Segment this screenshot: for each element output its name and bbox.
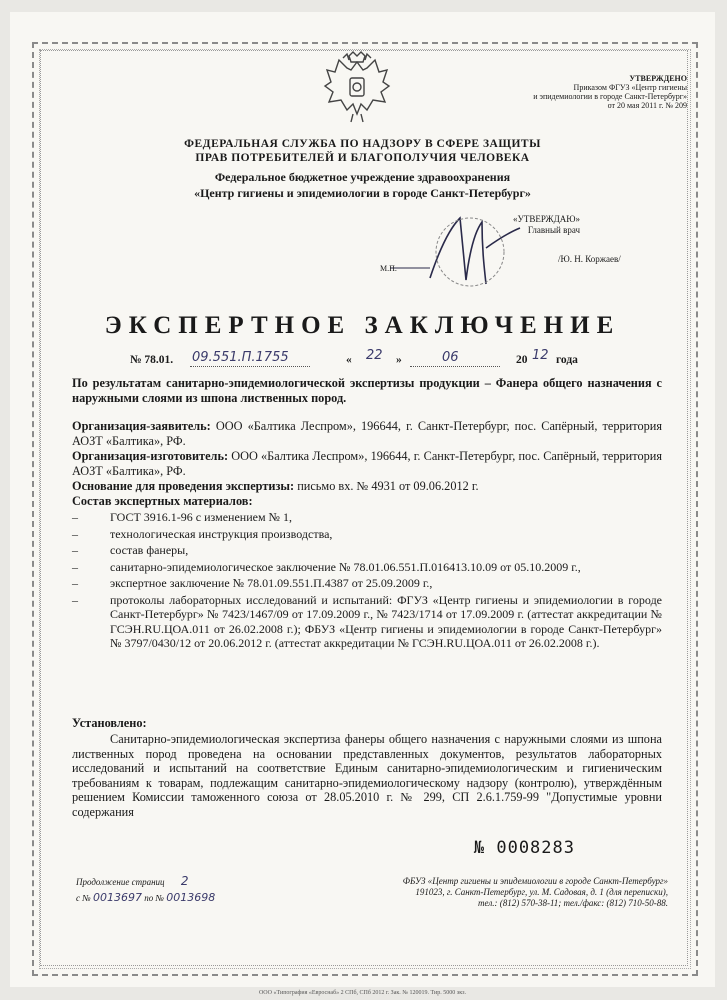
continued-pages-handwritten: 2 (180, 874, 189, 888)
approval-heading: УТВЕРЖДЕНО (629, 74, 687, 83)
approval-note (507, 74, 687, 110)
basis-block (72, 479, 662, 494)
manufacturer-value: ООО «Балтика Леспром», 196644, г. Санкт-Петербург, пос. Сапёрный, территория АОЗТ «Балтика», РФ. (72, 449, 662, 478)
agency-line-2: ПРАВ ПОТРЕБИТЕЛЕЙ И БЛАГОПОЛУЧИЯ ЧЕЛОВЕКА (195, 152, 530, 164)
applicant-label: Организация-заявитель: (72, 419, 211, 433)
approve-label: «УТВЕРЖДАЮ» (512, 214, 580, 224)
basis-label: Основание для проведения экспертизы: (72, 479, 295, 493)
applicant-value: ООО «Балтика Леспром», 196644, г. Санкт-Петербург, пос. Сапёрный, территория АОЗТ «Балтика», РФ. (72, 419, 663, 448)
number-underline (190, 366, 310, 367)
materials-label: Состав экспертных материалов: (72, 494, 253, 508)
month-underline (410, 366, 500, 367)
materials-list (72, 510, 662, 651)
list-item: – экспертное заключение № 78.01.09.551.П.4387 от 25.09.2009 г., (72, 576, 433, 590)
document-sheet (10, 12, 715, 996)
institution-line-1: Федеральное бюджетное учреждение здравоохранения (214, 170, 511, 184)
institution-line-2: «Центр гигиены и эпидемиологии в городе Санкт-Петербург» (194, 186, 531, 200)
manufacturer-label: Организация-изготовитель: (72, 449, 229, 463)
address-line-3: тел.: (812) 570-38-11; тел./факс: (812) 710-50-88. (478, 898, 668, 908)
list-item: – протоколы лабораторных исследований и испытаний: ФГУЗ «Центр гигиены и эпидемиологии в городе Санкт-Петербург» № 7423/1467/09 от 17.09.2009 г., № 7423/1714 от 17.09.2009 г. (аттестат аккредитации № ГСЭН.RU.ЦОА.011 от 26.02.2008 г.); ФБУЗ «Центр гигиены и эпидемиологии в городе Санкт-Петербург» № 3797/0430/12 от 20.06.2012 г. (аттестат аккредитации № ГСЭН.RU.ЦОА.011 от 26.02.2008 г.). (72, 592, 662, 650)
address-line-1: ФБУЗ «Центр гигиены и эпидемиологии в городе Санкт-Петербург» (402, 876, 668, 886)
approval-line-3: от 20 мая 2011 г. № 209 (607, 101, 687, 110)
from-label: с № (76, 893, 91, 903)
printer-imprint: ООО «Типография «Евроснаб» 2 СПб, СПб 2012 г. Зак. № 120019. Тир. 5000 экз. (258, 990, 467, 996)
number-handwritten: 09.551.П.1755 (192, 350, 289, 365)
agency-line-1: ФЕДЕРАЛЬНАЯ СЛУЖБА ПО НАДЗОРУ В СФЕРЕ ЗАЩИТЫ (184, 138, 541, 150)
quote-close: » (396, 354, 402, 366)
coat-of-arms-icon (317, 48, 397, 128)
day-handwritten: 22 (366, 348, 383, 363)
list-item: – состав фанеры, (72, 543, 189, 557)
list-item: – санитарно-эпидемиологическое заключение № 78.01.06.551.П.016413.10.09 от 05.10.2009 г., (72, 559, 581, 574)
basis-value: письмо вх. № 4931 от 09.06.2012 г. (297, 479, 479, 493)
year-prefix: 20 (516, 354, 528, 366)
signature-icon (370, 208, 570, 288)
list-item: – технологическая инструкция производства, (72, 526, 333, 541)
continued-label: Продолжение страниц (76, 877, 165, 887)
seal-place: М.П. (380, 264, 397, 273)
from-number-handwritten: 0013697 (92, 891, 142, 904)
quote-open: « (346, 354, 352, 366)
continuation-note (76, 876, 296, 904)
approval-line-1: Приказом ФГУЗ «Центр гигиены (573, 83, 687, 92)
manufacturer-block (72, 449, 662, 478)
serial-number: № 0008283 (473, 838, 575, 858)
number-prefix: № 78.01. (130, 354, 174, 366)
year-handwritten: 12 (532, 348, 549, 363)
year-suffix: года (556, 354, 578, 366)
approval-line-2: и эпидемиологии в городе Санкт-Петербург» (533, 92, 687, 101)
document-title: ЭКСПЕРТНОЕ ЗАКЛЮЧЕНИЕ (104, 312, 621, 339)
list-item: – ГОСТ 3916.1-96 с изменением № 1, (72, 510, 292, 524)
intro-text: По результатам санитарно-эпидемиологической экспертизы продукции – Фанера общего назначения с наружными слоями из шпона лиственных пород. (72, 376, 662, 405)
applicant-block (72, 419, 662, 448)
established-text: Санитарно-эпидемиологическая экспертиза фанеры общего назначения с наружными слоями из шпона лиственных пород проведена на основании представленных документов, результатов лабораторных исследований и испытаний на соответствие Единым санитарно-эпидемиологическим и гигиеническим требованиям к товарам, подлежащим санитарно-эпидемиологическому надзору (контролю), утверждённым решением Комиссии таможенного союза от 28.05.2010 г. № 299, СП 2.6.1.759-99 "Допустимые уровни содержания (72, 732, 662, 819)
approver-name: /Ю. Н. Коржаев/ (558, 254, 621, 264)
to-number-handwritten: 0013698 (166, 891, 216, 904)
month-handwritten: 06 (442, 350, 459, 365)
established-label: Установлено: (72, 716, 147, 730)
to-label: по № (144, 893, 164, 903)
approve-role: Главный врач (527, 225, 580, 235)
institution-address (340, 876, 668, 909)
address-line-2: 191023, г. Санкт-Петербург, ул. М. Садовая, д. 1 (для переписки), (415, 887, 668, 897)
